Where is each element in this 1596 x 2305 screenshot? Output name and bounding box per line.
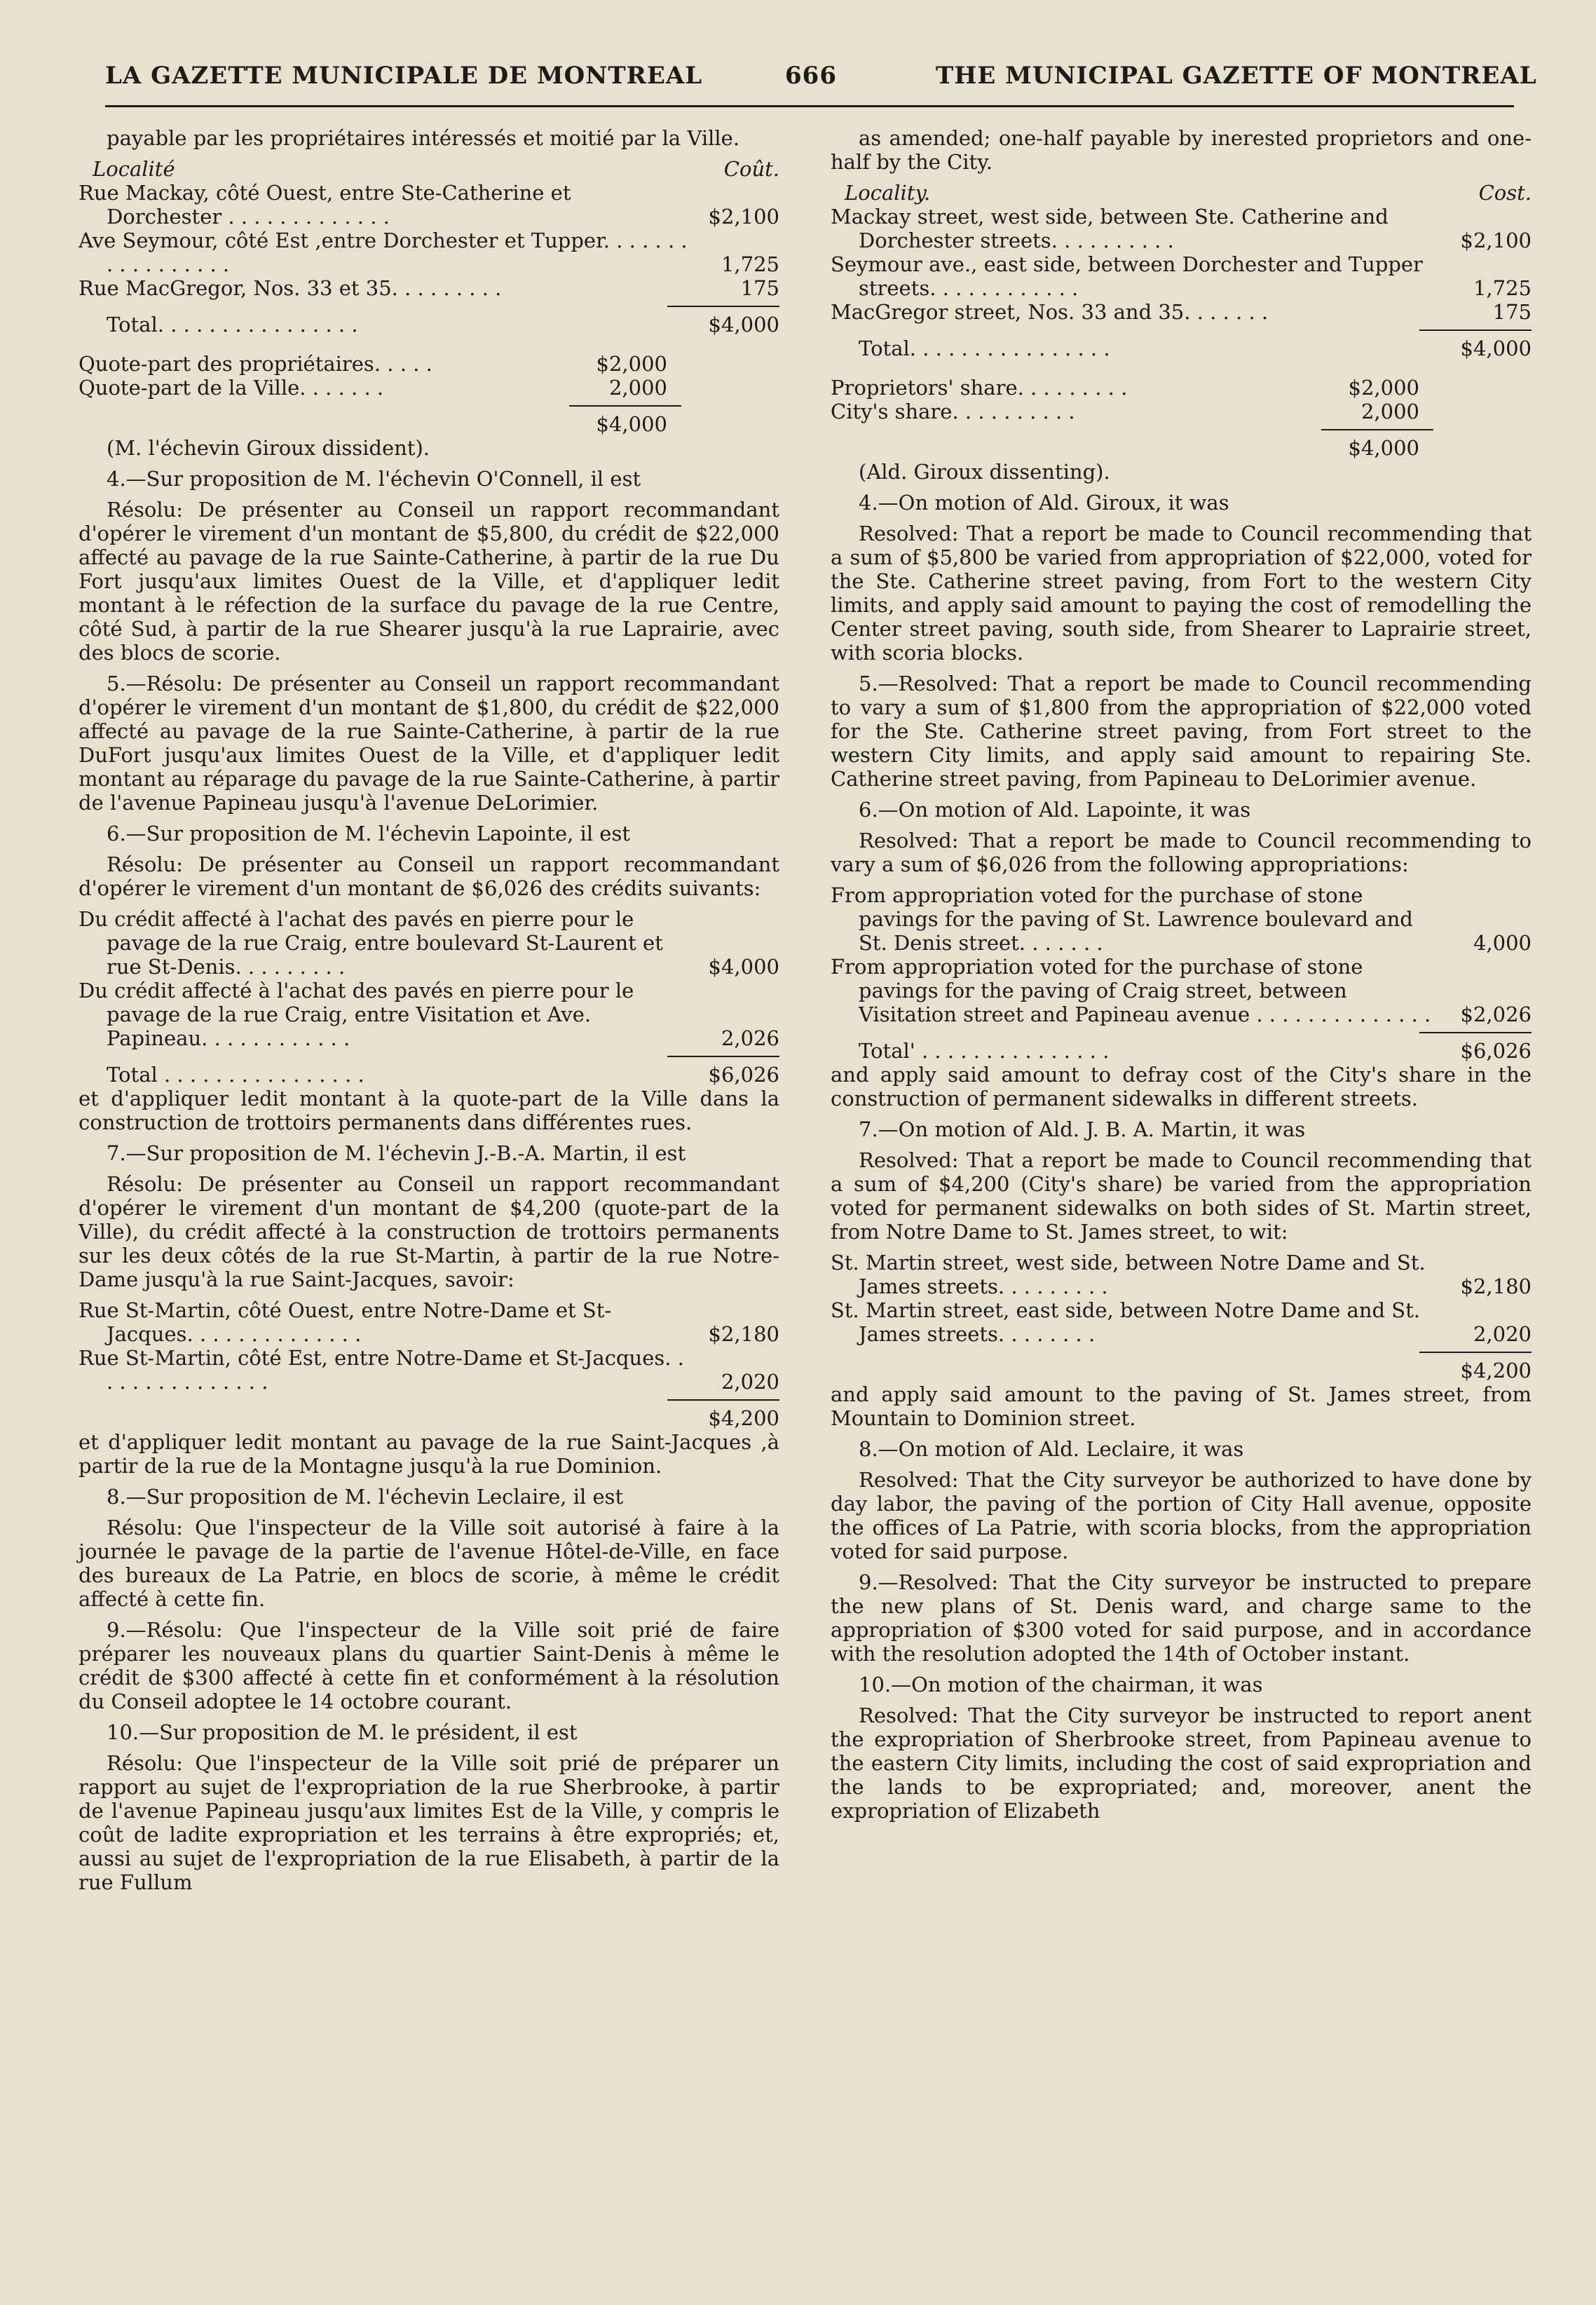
left-table-head [79, 157, 779, 181]
right-p7-head: 7.—On motion of Ald. J. B. A. Martin, it was [859, 1117, 1306, 1141]
right-p4: Resolved: That a report be made to Council recommending that a sum of $5,800 be varied from appropriation of $22,000, voted for the Ste. Catherine street paving, from Fort to the western City limits, and apply said amount to paying the cost of remodelling the Center street paving, south side, from Shearer to Laprairie street, with scoria blocks. [831, 522, 1532, 665]
left-p9: 9.—Résolu: Que l'inspecteur de la Ville soit prié de faire préparer les nouveaux plans du quartier Saint-Denis à même le crédit de $300 affecté à cette fin et conformément à la résolution du Conseil adoptee le 14 octobre courant. [79, 1618, 779, 1713]
header-left: LA GAZETTE MUNICIPALE DE MONTREAL [105, 62, 703, 90]
left-share-total: $4,000 [596, 412, 667, 436]
right-p5: 5.—Resolved: That a report be made to Council recommending to vary a sum of $1,800 from the appropriation of $22,000 voted for the Ste. Catherine street paving, from Fort street to the western City limits, and apply said amount to repairing Ste. Catherine street paving, from Papineau to DeLorimier avenue. [831, 672, 1532, 791]
page-number: 666 [785, 62, 837, 90]
right-column [831, 126, 1532, 1830]
sum-rule [1419, 1032, 1532, 1033]
right-row: St. Martin street, west side, between Notre Dame and St. James streets. . . . . . . . . $2,180 [831, 1251, 1532, 1298]
left-p7: Résolu: De présenter au Conseil un rapport recommandant d'opérer le virement d'un montant de $4,200 (quote-part de la Ville), du crédit affecté à la construction de trottoirs permanents sur les deux côtés de la rue St-Martin, à partir de la rue Notre-Dame jusqu'à la rue Saint-Jacques, savoir: [79, 1172, 779, 1291]
left-row: Du crédit affecté à l'achat des pavés en pierre pour le pavage de la rue Craig, entre boulevard St-Laurent et rue St-Denis. . . . . . . . . $4,000 [79, 907, 779, 979]
left-p6: Résolu: De présenter au Conseil un rapport recommandant d'opérer le virement d'un montant de $6,026 des crédits suivants: [79, 852, 779, 900]
left-p4: Résolu: De présenter au Conseil un rapport recommandant d'opérer le virement d'un montant de $5,800, du crédit de $22,000 affecté au pavage de la rue Sainte-Catherine, à partir de la rue Du Fort jusqu'aux limites Ouest de la Ville, et d'appliquer ledit montant à le réfection de la surface du pavage de la rue Centre, côté Sud, à partir de la rue Shearer jusqu'à la rue Laprairie, avec des blocs de scorie. [79, 498, 779, 665]
left-row: Rue St-Martin, côté Est, entre Notre-Dame et St-Jacques. . . . . . . . . . . . . . . 2,020 [79, 1346, 779, 1394]
right-total: Total' . . . . . . . . . . . . . . . $6,026 [859, 1039, 1532, 1063]
left-p5: 5.—Résolu: De présenter au Conseil un rapport recommandant d'opérer le virement d'un montant de $1,800, du crédit de $22,000 affecté au pavage de la rue Sainte-Catherine, à partir de la rue DuFort jusqu'aux limites Ouest de la Ville, et d'appliquer ledit montant au réparage du pavage de la rue Sainte-Catherine, à partir de l'avenue Papineau jusqu'à l'avenue DeLorimier. [79, 672, 779, 815]
right-p6-head: 6.—On motion of Ald. Lapointe, it was [859, 798, 1251, 822]
left-p7-after: et d'appliquer ledit montant au pavage de la rue Saint-Jacques ,à partir de la rue de la Montagne jusqu'à la rue Dominion. [79, 1430, 779, 1478]
left-share: Quote-part de la Ville. . . . . . . 2,000 [79, 376, 667, 400]
right-share: City's share. . . . . . . . . . 2,000 [831, 400, 1419, 423]
right-row: From appropriation voted for the purchase of stone pavings for the paving of St. Lawrence boulevard and St. Denis street. . . . . . . 4,000 [831, 883, 1532, 955]
sum-rule [667, 306, 779, 307]
left-total: Total. . . . . . . . . . . . . . . . $4,000 [107, 313, 779, 336]
sum-rule [569, 405, 681, 407]
right-p10-head: 10.—On motion of the chairman, it was [859, 1673, 1263, 1697]
right-p4-head: 4.—On motion of Ald. Giroux, it was [859, 491, 1229, 515]
right-row: Mackay street, west side, between Ste. Catherine and Dorchester streets. . . . . . . . . . $2,100 [831, 205, 1532, 252]
left-p6-head: 6.—Sur proposition de M. l'échevin Lapointe, il est [107, 822, 631, 845]
right-row: MacGregor street, Nos. 33 and 35. . . . . . . 175 [831, 300, 1532, 324]
right-total: Total. . . . . . . . . . . . . . . . $4,000 [859, 336, 1532, 360]
left-p10-head: 10.—Sur proposition de M. le président, il est [107, 1720, 578, 1744]
right-p8-head: 8.—On motion of Ald. Leclaire, it was [859, 1437, 1244, 1461]
right-p7: Resolved: That a report be made to Council recommending that a sum of $4,200 (City's share) be varied from the appropriation voted for permanent sidewalks on both sides of St. Martin street, from Notre Dame to St. James street, to wit: [831, 1148, 1532, 1244]
right-p8: Resolved: That the City surveyor be authorized to have done by day labor, the paving of the portion of City Hall avenue, opposite the offices of La Patrie, with scoria blocks, from the appropriation voted for said purpose. [831, 1468, 1532, 1563]
left-row: Ave Seymour, côté Est ,entre Dorchester et Tupper. . . . . . . . . . . . . . . . . 1,725 [79, 229, 779, 276]
left-total: Total . . . . . . . . . . . . . . . . $6,026 [107, 1063, 779, 1087]
left-p8-head: 8.—Sur proposition de M. l'échevin Leclaire, il est [107, 1485, 624, 1509]
header-right: THE MUNICIPAL GAZETTE OF MONTREAL [936, 62, 1537, 90]
right-share-total: $4,000 [1348, 436, 1419, 460]
header-rule [105, 105, 1514, 107]
right-table-head [831, 181, 1532, 205]
right-row: From appropriation voted for the purchase of stone pavings for the paving of Craig street, between Visitation street and Papineau avenue . . . . . . . . . . . . . . $2,026 [831, 955, 1532, 1026]
right-p9: 9.—Resolved: That the City surveyor be instructed to prepare the new plans of St. Denis ward, and charge same to the appropriation of $300 voted for said purpose, and in accordance with the resolution adopted the 14th of October instant. [831, 1570, 1532, 1666]
left-p10: Résolu: Que l'inspecteur de la Ville soit prié de préparer un rapport au sujet de l'expropriation de la rue Sherbrooke, à partir de l'avenue Papineau jusqu'aux limites Est de la Ville, y compris le coût de ladite expropriation et les terrains à être expropriés; et, aussi au sujet de l'expropriation de la rue Elisabeth, à partir de la rue Fullum [79, 1751, 779, 1894]
right-row: St. Martin street, east side, between Notre Dame and St. James streets. . . . . . . . 2,020 [831, 1298, 1532, 1346]
right-dissent: (Ald. Giroux dissenting). [859, 460, 1110, 484]
sum-rule [1419, 329, 1532, 331]
left-p6-after: et d'appliquer ledit montant à la quote-part de la Ville dans la construction de trottoirs permanents dans différentes rues. [79, 1087, 779, 1134]
right-p6-after: and apply said amount to defray cost of the City's share in the construction of permanent sidewalks in different streets. [831, 1063, 1532, 1110]
right-cost-label: Cost. [1478, 181, 1532, 205]
left-row: Rue Mackay, côté Ouest, entre Ste-Catherine et Dorchester . . . . . . . . . . . . . $2,100 [79, 181, 779, 229]
left-p4-head: 4.—Sur proposition de M. l'échevin O'Connell, il est [107, 467, 641, 491]
sum-rule [1321, 429, 1433, 430]
right-row: Seymour ave., east side, between Dorchester and Tupper streets. . . . . . . . . . . . 1,725 [831, 252, 1532, 300]
left-row: Rue MacGregor, Nos. 33 et 35. . . . . . . . . 175 [79, 276, 779, 300]
left-row: Rue St-Martin, côté Ouest, entre Notre-Dame et St-Jacques. . . . . . . . . . . . . . $2,180 [79, 1298, 779, 1346]
right-p6: Resolved: That a report be made to Council recommending to vary a sum of $6,026 from the following appropriations: [831, 829, 1532, 876]
left-cost-label: Coût. [723, 157, 779, 181]
left-intro: payable par les propriétaires intéressés et moitié par la Ville. [107, 126, 740, 150]
left-dissent: (M. l'échevin Giroux dissident). [107, 436, 430, 460]
right-p7-after: and apply said amount to the paving of St. James street, from Mountain to Dominion street. [831, 1382, 1532, 1430]
left-share: Quote-part des propriétaires. . . . . $2,000 [79, 352, 667, 376]
left-p7-head: 7.—Sur proposition de M. l'échevin J.-B.-A. Martin, il est [107, 1141, 686, 1165]
right-share: Proprietors' share. . . . . . . . . $2,000 [831, 376, 1419, 400]
left-row: Du crédit affecté à l'achat des pavés en pierre pour le pavage de la rue Craig, entre Visitation et Ave. Papineau. . . . . . . . . . . . 2,026 [79, 979, 779, 1050]
left-total: $4,200 [708, 1406, 779, 1430]
left-p8: Résolu: Que l'inspecteur de la Ville soit autorisé à faire à la journée le pavage de la partie de l'avenue Hôtel-de-Ville, en face des bureaux de La Patrie, en blocs de scorie, à même le crédit affecté à cette fin. [79, 1516, 779, 1611]
left-column [79, 126, 779, 1901]
right-total: $4,200 [1460, 1359, 1532, 1382]
right-p10: Resolved: That the City surveyor be instructed to report anent the expropriation of Sherbrooke street, from Papineau avenue to the eastern City limits, including the cost of said expropriation and the lands to be expropriated; and, moreover, anent the expropriation of Elizabeth [831, 1704, 1532, 1823]
sum-rule [667, 1399, 779, 1401]
right-loc-label: Locality. [845, 181, 931, 205]
left-loc-label: Localité [93, 157, 175, 181]
sum-rule [1419, 1352, 1532, 1353]
sum-rule [667, 1056, 779, 1057]
right-intro: as amended; one-half payable by inerested proprietors and one-half by the City. [831, 126, 1532, 174]
